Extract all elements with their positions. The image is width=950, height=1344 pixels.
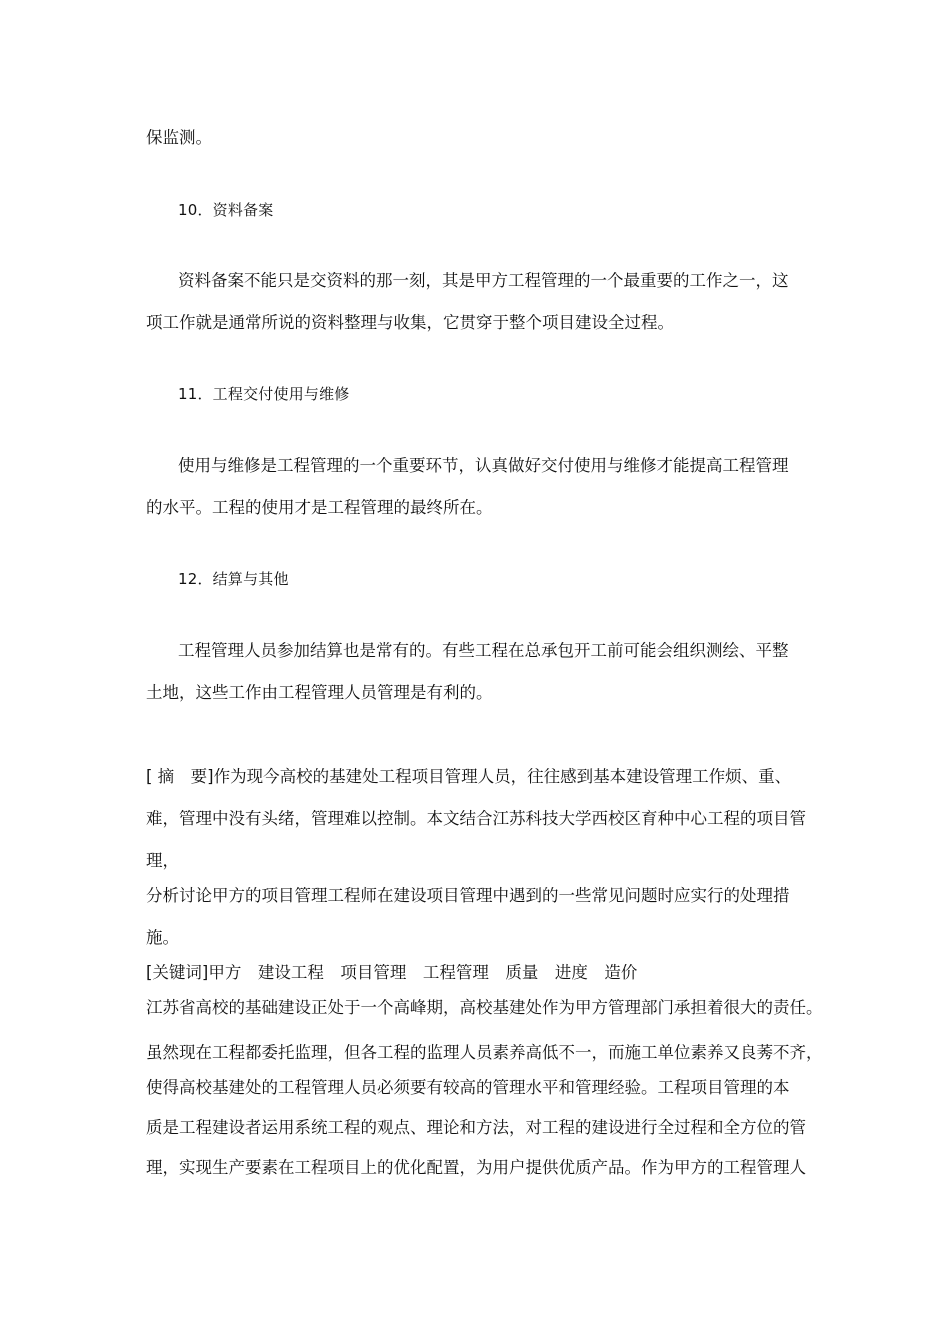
paragraph-line: 土地，这些工作由工程管理人员管理是有利的。 <box>146 683 493 702</box>
paragraph-line: 资料备案不能只是交资料的那一刻，其是甲方工程管理的一个最重要的工作之一，这 <box>178 271 789 290</box>
section-heading-10: 10．资料备案 <box>178 201 274 219</box>
body-line: 理，实现生产要素在工程项目上的优化配置，为用户提供优质产品。作为甲方的工程管理人 <box>146 1158 806 1177</box>
body-line: 江苏省高校的基础建设正处于一个高峰期，高校基建处作为甲方管理部门承担着很大的责任。 <box>146 998 823 1017</box>
paragraph-line: 使用与维修是工程管理的一个重要环节，认真做好交付使用与维修才能提高工程管理 <box>178 456 789 475</box>
abstract-line: 难，管理中没有头绪，管理难以控制。本文结合江苏科技大学西校区育种中心工程的项目管 <box>146 809 806 828</box>
paragraph-line: 的水平。工程的使用才是工程管理的最终所在。 <box>146 498 493 517</box>
abstract-line: 分析讨论甲方的项目管理工程师在建设项目管理中遇到的一些常见问题时应实行的处理措 <box>146 886 790 905</box>
body-line: 虽然现在工程都委托监理，但各工程的监理人员素养高低不一，而施工单位素养又良莠不齐， <box>146 1043 823 1062</box>
abstract-line: 理， <box>146 851 179 870</box>
paragraph-tail: 保监测。 <box>146 128 212 147</box>
abstract-line: 施。 <box>146 928 179 947</box>
paragraph-line: 项工作就是通常所说的资料整理与收集，它贯穿于整个项目建设全过程。 <box>146 313 674 332</box>
body-line: 质是工程建设者运用系统工程的观点、理论和方法，对工程的建设进行全过程和全方位的管 <box>146 1118 806 1137</box>
section-heading-12: 12．结算与其他 <box>178 570 289 588</box>
section-heading-11: 11．工程交付使用与维修 <box>178 385 350 403</box>
abstract-line: [ 摘 要]作为现今高校的基建处工程项目管理人员，往往感到基本建设管理工作烦、重、 <box>146 767 792 786</box>
paragraph-line: 工程管理人员参加结算也是常有的。有些工程在总承包开工前可能会组织测绘、平整 <box>178 641 789 660</box>
keywords-line: [关键词]甲方 建设工程 项目管理 工程管理 质量 进度 造价 <box>146 963 638 982</box>
body-line: 使得高校基建处的工程管理人员必须要有较高的管理水平和管理经验。工程项目管理的本 <box>146 1078 790 1097</box>
